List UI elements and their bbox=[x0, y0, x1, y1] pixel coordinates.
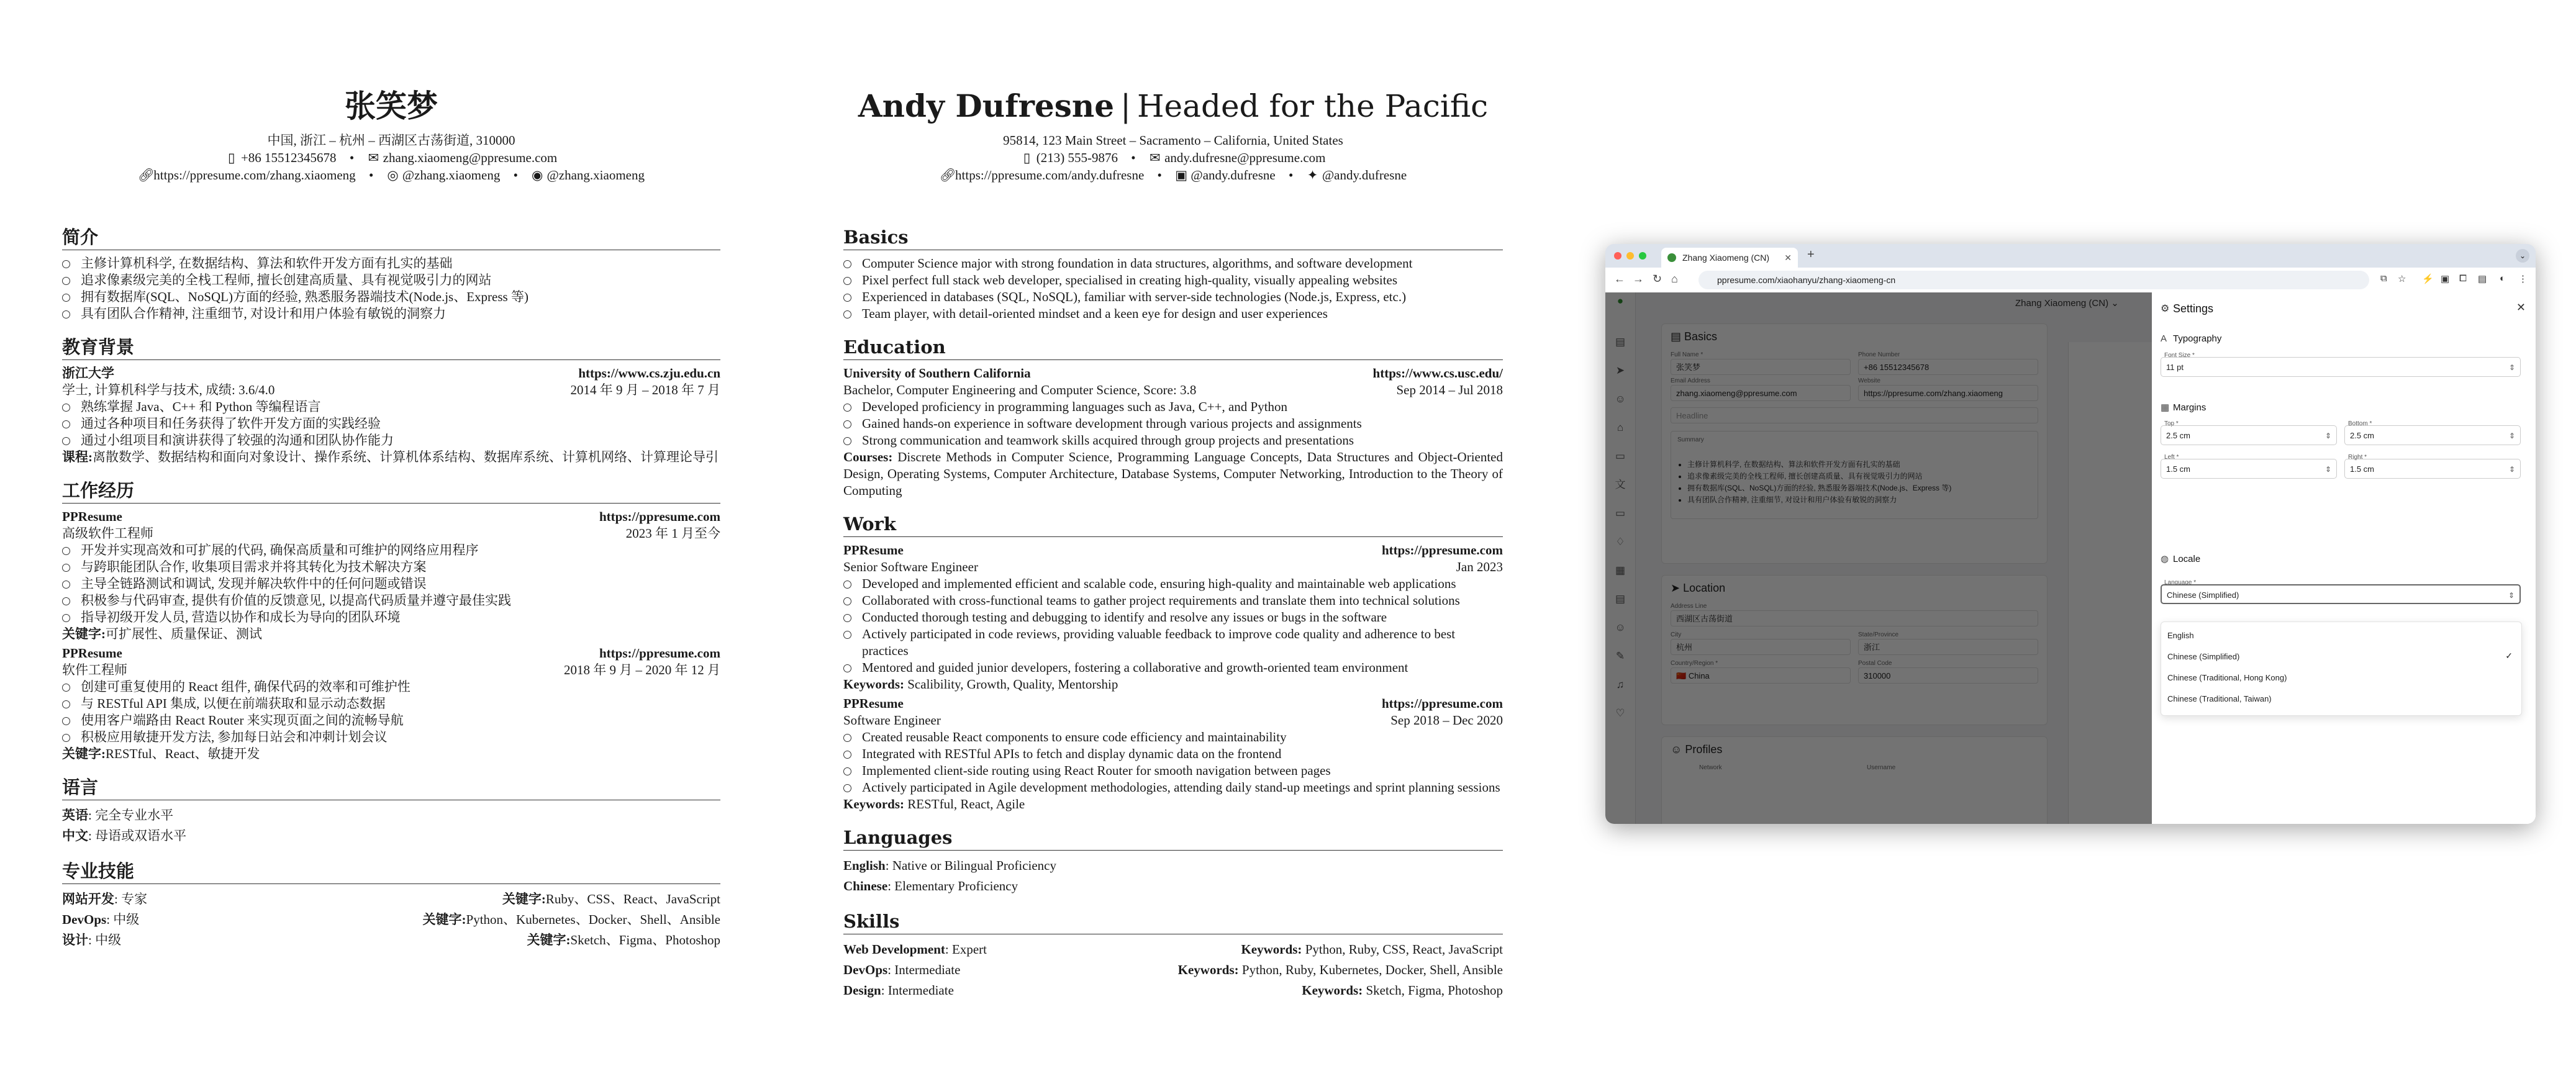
edu-date: 2014 年 9 月 – 2018 年 7 月 bbox=[570, 382, 720, 397]
resume-email[interactable]: zhang.xiaomeng@ppresume.com bbox=[383, 150, 558, 165]
margin-top-value: 2.5 cm bbox=[2166, 431, 2191, 440]
linkedin-icon: ▣ bbox=[1175, 168, 1188, 183]
maximize-window-button[interactable] bbox=[1639, 252, 1646, 260]
list-item: Mentored and guided junior developers, fostering a collaborative and growth-oriented team environment bbox=[843, 659, 1503, 676]
skill-name: Web Development bbox=[843, 942, 945, 957]
list-item: 具有团队合作精神, 注重细节, 对设计和用户体验有敏锐的洞察力 bbox=[62, 305, 720, 322]
browser-window bbox=[1605, 244, 2536, 824]
keywords-label: 关键字: bbox=[527, 933, 571, 947]
list-item: 开发并实现高效和可扩展的代码, 确保高质量和可维护的网络应用程序 bbox=[62, 542, 720, 559]
language-option[interactable]: Chinese (Traditional, Taiwan) bbox=[2167, 694, 2272, 703]
skill-keywords: Sketch、Figma、Photoshop bbox=[570, 933, 720, 947]
skill-keywords: Ruby、CSS、React、JavaScript bbox=[545, 892, 720, 906]
home-icon[interactable]: ⌂ bbox=[1671, 273, 1678, 285]
new-tab-button[interactable]: + bbox=[1807, 248, 1815, 261]
globe-icon: ◍ bbox=[2161, 554, 2169, 564]
list-item: Created reusable React components to ensure code efficiency and maintainability bbox=[843, 729, 1503, 746]
list-item: Actively participated in code reviews, providing valuable feedback to improve code quality and adherence to best practices bbox=[843, 626, 1503, 659]
list-item: 熟练掌握 Java、C++ 和 Python 等编程语言 bbox=[62, 399, 720, 415]
page-viewport bbox=[1605, 292, 2536, 824]
skill-level: 中级 bbox=[95, 933, 122, 947]
typography-icon: A bbox=[2161, 333, 2167, 344]
list-item: 主修计算机科学, 在数据结构、算法和软件开发方面有扎实的基础 bbox=[62, 255, 720, 272]
minimize-window-button[interactable] bbox=[1626, 252, 1634, 260]
keywords-label: 关键字: bbox=[62, 626, 106, 641]
courses-label: 课程: bbox=[62, 450, 93, 464]
field-label: Bottom * bbox=[2348, 420, 2372, 427]
menu-dots-icon[interactable]: ⋮ bbox=[2518, 274, 2528, 284]
language-name: 英语 bbox=[62, 808, 88, 823]
typography-label: Typography bbox=[2173, 333, 2222, 344]
work-date: Sep 2018 – Dec 2020 bbox=[1390, 713, 1503, 728]
skill-name: 设计 bbox=[62, 933, 88, 947]
resume-phone: (213) 555-9876 bbox=[1036, 150, 1118, 165]
chevron-up-down-icon: ⇕ bbox=[2508, 432, 2515, 440]
language-name: English bbox=[843, 858, 886, 873]
keywords: RESTful, React, Agile bbox=[907, 797, 1025, 811]
work-entry bbox=[62, 508, 720, 643]
keywords-label: 关键字: bbox=[502, 892, 546, 906]
locale-heading bbox=[2161, 553, 2200, 564]
language-select[interactable] bbox=[2161, 584, 2521, 604]
courses: 离散数学、数据结构和面向对象设计、操作系统、计算机体系结构、数据库系统、计算机网络、计算理论导引 bbox=[93, 450, 719, 464]
browser-toolbar bbox=[1605, 268, 2536, 293]
role: Software Engineer bbox=[843, 713, 941, 728]
list-item: 追求像素级完美的全栈工程师, 擅长创建高质量、具有视觉吸引力的网站 bbox=[62, 272, 720, 289]
url-text: ppresume.com/xiaohanyu/zhang-xiaomeng-cn bbox=[1717, 275, 1896, 285]
list-item: Developed and implemented efficient and scalable code, ensuring high-quality and maintainable web applications bbox=[843, 576, 1503, 592]
list-item: 与跨职能团队合作, 收集项目需求并将其转化为技术解决方案 bbox=[62, 559, 720, 576]
section-education bbox=[843, 336, 1503, 499]
resume-website[interactable]: https://ppresume.com/zhang.xiaomeng bbox=[153, 168, 356, 183]
mail-icon: ✉ bbox=[1150, 150, 1161, 165]
chevron-up-down-icon: ⇕ bbox=[2508, 363, 2515, 372]
margin-top-select[interactable] bbox=[2161, 425, 2337, 445]
resume-twitter[interactable]: @andy.dufresne bbox=[1322, 168, 1407, 183]
list-item: Collaborated with cross-functional teams to gather project requirements and translate them into technical solutions bbox=[843, 592, 1503, 609]
list-item: 积极参与代码审查, 提供有价值的反馈意见, 以提高代码质量并遵守最佳实践 bbox=[62, 592, 720, 609]
work-entry bbox=[843, 542, 1503, 693]
list-item: Experienced in databases (SQL, NoSQL), familiar with server-side technologies (Node.js, Express, etc.) bbox=[843, 289, 1503, 305]
skill-level: Expert bbox=[952, 942, 987, 957]
resume-page-chinese bbox=[62, 87, 720, 951]
list-item: 使用客户端路由 React Router 来实现页面之间的流畅导航 bbox=[62, 712, 720, 729]
extension-icon[interactable]: ▣ bbox=[2441, 274, 2450, 284]
school-name: University of Southern California bbox=[843, 366, 1031, 381]
section-title: 工作经历 bbox=[62, 479, 720, 504]
resume-header bbox=[843, 87, 1503, 184]
language-level: Native or Bilingual Proficiency bbox=[892, 858, 1056, 873]
list-item: Strong communication and teamwork skills acquired through group projects and presentations bbox=[843, 432, 1503, 449]
company: PPResume bbox=[62, 646, 122, 661]
resume-page-english bbox=[843, 87, 1503, 1001]
skill-keywords: Python, Ruby, Kubernetes, Docker, Shell, Ansible bbox=[1241, 962, 1503, 977]
list-item: 创建可重复使用的 React 组件, 确保代码的效率和可维护性 bbox=[62, 679, 720, 695]
role: 软件工程师 bbox=[62, 662, 127, 677]
list-item: 通过各种项目和任务获得了软件开发方面的实践经验 bbox=[62, 415, 720, 432]
locale-label: Locale bbox=[2173, 554, 2201, 564]
sidebar-icon[interactable]: ▤ bbox=[2478, 274, 2487, 284]
section-work bbox=[62, 479, 720, 762]
margin-right-select[interactable] bbox=[2344, 459, 2521, 479]
section-title: 语言 bbox=[62, 776, 720, 800]
keywords-label: Keywords: bbox=[843, 797, 904, 811]
modal-overlay[interactable] bbox=[1605, 292, 2152, 824]
margins-label: Margins bbox=[2173, 402, 2206, 413]
back-icon[interactable]: ← bbox=[1614, 273, 1625, 285]
section-title: Skills bbox=[843, 910, 1503, 934]
separator-dot: • bbox=[1157, 168, 1162, 183]
courses: Discrete Methods in Computer Science, Programming Language Concepts, Data Structures and Object-Oriented Design, Operating Systems, Computer Architecture, Database Systems, Computer Networking, Introduction to the Theory of Computing bbox=[843, 450, 1503, 498]
skill-name: DevOps bbox=[62, 912, 107, 927]
degree: 学士, 计算机科学与技术, 成绩: 3.6/4.0 bbox=[62, 382, 275, 397]
language-value: Chinese (Simplified) bbox=[2167, 590, 2239, 600]
phone-icon: ▯ bbox=[1023, 150, 1031, 165]
list-item: Implemented client-side routing using React Router for smooth navigation between pages bbox=[843, 762, 1503, 779]
language-dropdown bbox=[2161, 621, 2522, 716]
chevron-up-down-icon: ⇕ bbox=[2508, 591, 2515, 600]
keywords: 可扩展性、质量保证、测试 bbox=[106, 626, 262, 641]
resume-linkedin[interactable]: @andy.dufresne bbox=[1190, 168, 1276, 183]
section-title: Basics bbox=[843, 226, 1503, 250]
keywords: RESTful、React、敏捷开发 bbox=[106, 746, 260, 761]
skill-level: Intermediate bbox=[887, 983, 954, 998]
editor-app bbox=[1605, 292, 2152, 824]
keywords-label: Keywords: bbox=[1302, 983, 1363, 998]
resume-email[interactable]: andy.dufresne@ppresume.com bbox=[1164, 150, 1326, 165]
resume-header bbox=[62, 87, 720, 184]
link-icon: 🔗︎ bbox=[138, 168, 155, 183]
resume-phone: +86 15512345678 bbox=[240, 150, 337, 165]
field-label: Font Size * bbox=[2164, 352, 2195, 359]
margins-icon: ▦ bbox=[2161, 402, 2170, 413]
section-summary bbox=[62, 226, 720, 322]
list-item: 拥有数据库(SQL、NoSQL)方面的经验, 熟悉服务器端技术(Node.js、Express 等) bbox=[62, 289, 720, 305]
reload-icon[interactable]: ↻ bbox=[1653, 273, 1662, 285]
resume-name-line bbox=[843, 87, 1503, 125]
separator-dot: • bbox=[368, 168, 374, 183]
company-url[interactable]: https://ppresume.com bbox=[599, 646, 720, 661]
list-item: Actively participated in Agile development methodologies, attending daily stand-up meetings and sprint planning sessions bbox=[843, 779, 1503, 796]
language-name: Chinese bbox=[843, 879, 888, 893]
courses-label: Courses: bbox=[843, 450, 893, 464]
separator-dot: • bbox=[349, 150, 355, 165]
wechat-icon: ◎ bbox=[387, 168, 399, 183]
resume-address: 95814, 123 Main Street – Sacramento – California, United States bbox=[1003, 133, 1343, 148]
company-url[interactable]: https://ppresume.com bbox=[599, 509, 720, 524]
company: PPResume bbox=[843, 543, 904, 558]
list-item: Integrated with RESTful APIs to fetch and display dynamic data on the frontend bbox=[843, 746, 1503, 762]
section-title: 专业技能 bbox=[62, 860, 720, 884]
extension-icon[interactable]: ⚡ bbox=[2422, 274, 2434, 284]
margins-heading bbox=[2161, 402, 2206, 413]
tab-bar bbox=[1605, 244, 2536, 268]
check-icon: ✓ bbox=[2505, 651, 2513, 661]
resume-links-line bbox=[843, 166, 1503, 184]
skill-level: Intermediate bbox=[894, 962, 961, 977]
section-title: 教育背景 bbox=[62, 336, 720, 360]
work-entry bbox=[62, 645, 720, 762]
list-item: Developed proficiency in programming languages such as Java, C++, and Python bbox=[843, 399, 1503, 415]
section-title: Languages bbox=[843, 826, 1503, 851]
keywords-label: Keywords: bbox=[843, 677, 904, 692]
margin-left-select[interactable] bbox=[2161, 459, 2337, 479]
company-url[interactable]: https://ppresume.com bbox=[1381, 696, 1503, 711]
language-option[interactable]: Chinese (Traditional, Hong Kong) bbox=[2167, 673, 2287, 682]
field-label: Left * bbox=[2164, 454, 2179, 461]
section-title: Work bbox=[843, 513, 1503, 537]
margin-left-value: 1.5 cm bbox=[2166, 464, 2191, 474]
keywords-label: 关键字: bbox=[422, 912, 466, 927]
bookmark-star-icon[interactable]: ☆ bbox=[2398, 274, 2406, 284]
mail-icon: ✉ bbox=[368, 150, 379, 165]
company: PPResume bbox=[62, 509, 122, 524]
settings-panel bbox=[2152, 292, 2536, 824]
company-url[interactable]: https://ppresume.com bbox=[1381, 543, 1503, 558]
edu-date: Sep 2014 – Jul 2018 bbox=[1396, 382, 1503, 397]
keywords-label: Keywords: bbox=[1241, 942, 1302, 957]
address-bar[interactable] bbox=[1698, 271, 2369, 289]
language-level: 完全专业水平 bbox=[95, 808, 174, 823]
link-icon: 🔗︎ bbox=[939, 168, 956, 183]
section-work bbox=[843, 513, 1503, 813]
extensions-puzzle-icon[interactable]: ⧠ bbox=[2459, 273, 2467, 284]
list-item: Team player, with detail-oriented mindset and a keen eye for design and user experiences bbox=[843, 305, 1503, 322]
chevron-up-down-icon: ⇕ bbox=[2324, 465, 2331, 474]
margin-right-value: 1.5 cm bbox=[2350, 464, 2375, 474]
list-item: 与 RESTful API 集成, 以便在前端获取和显示动态数据 bbox=[62, 695, 720, 712]
list-item: Gained hands-on experience in software development through various projects and assignments bbox=[843, 415, 1503, 432]
field-label: Top * bbox=[2164, 420, 2179, 427]
skill-keywords: Python、Kubernetes、Docker、Shell、Ansible bbox=[466, 912, 720, 927]
language-name: 中文 bbox=[62, 828, 88, 843]
font-size-select[interactable] bbox=[2161, 357, 2521, 377]
skill-keywords: Python, Ruby, CSS, React, JavaScript bbox=[1305, 942, 1503, 957]
section-title: Education bbox=[843, 336, 1503, 360]
section-title: 简介 bbox=[62, 226, 720, 250]
degree: Bachelor, Computer Engineering and Computer Science, Score: 3.8 bbox=[843, 382, 1197, 397]
work-date: 2023 年 1 月至今 bbox=[625, 526, 720, 541]
resume-name: Andy Dufresne bbox=[858, 88, 1115, 124]
section-skills: 专业技能 网站开发: 专家 关键字:Ruby、CSS、React、JavaScript DevOps: 中级 关键字:Python、Kubernetes、Docker、Shell、Ansible 设计: 中级 关键字:Sketch、Figma、Photoshop bbox=[62, 861, 720, 947]
field-label: Right * bbox=[2348, 454, 2367, 461]
work-date: 2018 年 9 月 – 2020 年 12 月 bbox=[564, 662, 720, 677]
section-languages: 语言 英语: 完全专业水平 中文: 母语或双语水平 bbox=[62, 776, 720, 846]
resume-website[interactable]: https://ppresume.com/andy.dufresne bbox=[955, 168, 1145, 183]
list-item: 主导全链路测试和调试, 发现并解决软件中的任何问题或错误 bbox=[62, 576, 720, 592]
resume-links-line bbox=[62, 166, 720, 184]
resume-name: 张笑梦 bbox=[345, 88, 438, 124]
resume-address: 中国, 浙江 – 杭州 – 西湖区古荡街道, 310000 bbox=[267, 133, 515, 148]
skill-name: Design bbox=[843, 983, 881, 998]
list-item: Conducted thorough testing and debugging to identify and resolve any issues or bugs in the software bbox=[843, 609, 1503, 626]
skill-level: 中级 bbox=[113, 912, 140, 927]
language-option[interactable]: English bbox=[2167, 631, 2194, 640]
skill-level: 专家 bbox=[121, 892, 148, 906]
list-item: 指导初级开发人员, 营造以协作和成长为导向的团队环境 bbox=[62, 609, 720, 626]
forward-icon[interactable]: → bbox=[1633, 273, 1644, 285]
list-item: Pixel perfect full stack web developer, specialised in creating high-quality, visually appealing websites bbox=[843, 272, 1503, 289]
resume-github[interactable]: @zhang.xiaomeng bbox=[546, 168, 645, 183]
work-date: Jan 2023 bbox=[1456, 559, 1503, 574]
role: 高级软件工程师 bbox=[62, 526, 153, 541]
field-label: Language * bbox=[2164, 579, 2197, 586]
keywords-label: 关键字: bbox=[62, 746, 106, 761]
margin-bottom-value: 2.5 cm bbox=[2350, 431, 2375, 440]
language-option[interactable]: Chinese (Simplified) bbox=[2167, 652, 2240, 661]
close-tab-icon[interactable]: ✕ bbox=[1784, 253, 1792, 263]
resume-contact-line bbox=[843, 149, 1503, 166]
phone-icon: ▯ bbox=[227, 150, 235, 165]
close-window-button[interactable] bbox=[1614, 252, 1621, 260]
tab-title: Zhang Xiaomeng (CN) bbox=[1682, 253, 1770, 263]
skill-name: 网站开发 bbox=[62, 892, 114, 906]
favicon-icon bbox=[1667, 253, 1676, 262]
separator-dot: • bbox=[513, 168, 518, 183]
separator-dot: • bbox=[1288, 168, 1294, 183]
resume-headline: Headed for the Pacific bbox=[1136, 88, 1489, 124]
chevron-up-down-icon: ⇕ bbox=[2324, 432, 2331, 440]
name-separator: | bbox=[1120, 88, 1131, 124]
list-item: 通过小组项目和演讲获得了较强的沟通和团队协作能力 bbox=[62, 432, 720, 449]
keywords-label: Keywords: bbox=[1177, 962, 1239, 977]
company: PPResume bbox=[843, 696, 904, 711]
list-item: 积极应用敏捷开发方法, 参加每日站会和冲刺计划会议 bbox=[62, 729, 720, 746]
role: Senior Software Engineer bbox=[843, 559, 978, 574]
resume-contact-line bbox=[62, 149, 720, 166]
tab-search-button[interactable]: ⌄ bbox=[2516, 249, 2529, 263]
gear-icon: ⚙ bbox=[2161, 304, 2170, 314]
profile-icon[interactable]: ◐ bbox=[2500, 273, 2506, 284]
typography-heading bbox=[2161, 333, 2221, 344]
browser-tab[interactable] bbox=[1661, 248, 1798, 268]
keywords: Scalibility, Growth, Quality, Mentorship bbox=[907, 677, 1118, 692]
school-name: 浙江大学 bbox=[62, 366, 114, 381]
skill-name: DevOps bbox=[843, 962, 888, 977]
settings-title: Settings bbox=[2173, 302, 2214, 315]
school-url[interactable]: https://www.cs.usc.edu/ bbox=[1372, 366, 1503, 381]
twitter-icon: ✦ bbox=[1307, 168, 1318, 183]
school-url[interactable]: https://www.cs.zju.edu.cn bbox=[578, 366, 720, 381]
open-in-icon[interactable]: ⧉ bbox=[2380, 273, 2387, 284]
github-icon: ◉ bbox=[532, 168, 543, 183]
section-skills: Skills Web Development: Expert Keywords: Python, Ruby, CSS, React, JavaScript DevOps: Intermediate Keywords: Python, Ruby, Kubernetes, Docker, Shell, Ansible Design: Intermediate Keywords: Sketch, Figma, Photoshop bbox=[843, 911, 1503, 998]
close-icon[interactable]: ✕ bbox=[2516, 301, 2526, 314]
separator-dot: • bbox=[1131, 150, 1136, 165]
work-entry bbox=[843, 695, 1503, 813]
language-level: Elementary Proficiency bbox=[894, 879, 1018, 893]
section-basics bbox=[843, 226, 1503, 322]
section-education bbox=[62, 336, 720, 466]
margin-bottom-select[interactable] bbox=[2344, 425, 2521, 445]
font-size-value: 11 pt bbox=[2166, 363, 2184, 372]
list-item: Computer Science major with strong foundation in data structures, algorithms, and software development bbox=[843, 255, 1503, 272]
language-level: 母语或双语水平 bbox=[95, 828, 187, 843]
skill-keywords: Sketch, Figma, Photoshop bbox=[1366, 983, 1503, 998]
chevron-up-down-icon: ⇕ bbox=[2508, 465, 2515, 474]
section-languages: Languages English: Native or Bilingual Proficiency Chinese: Elementary Proficiency bbox=[843, 826, 1503, 897]
resume-wechat[interactable]: @zhang.xiaomeng bbox=[402, 168, 501, 183]
